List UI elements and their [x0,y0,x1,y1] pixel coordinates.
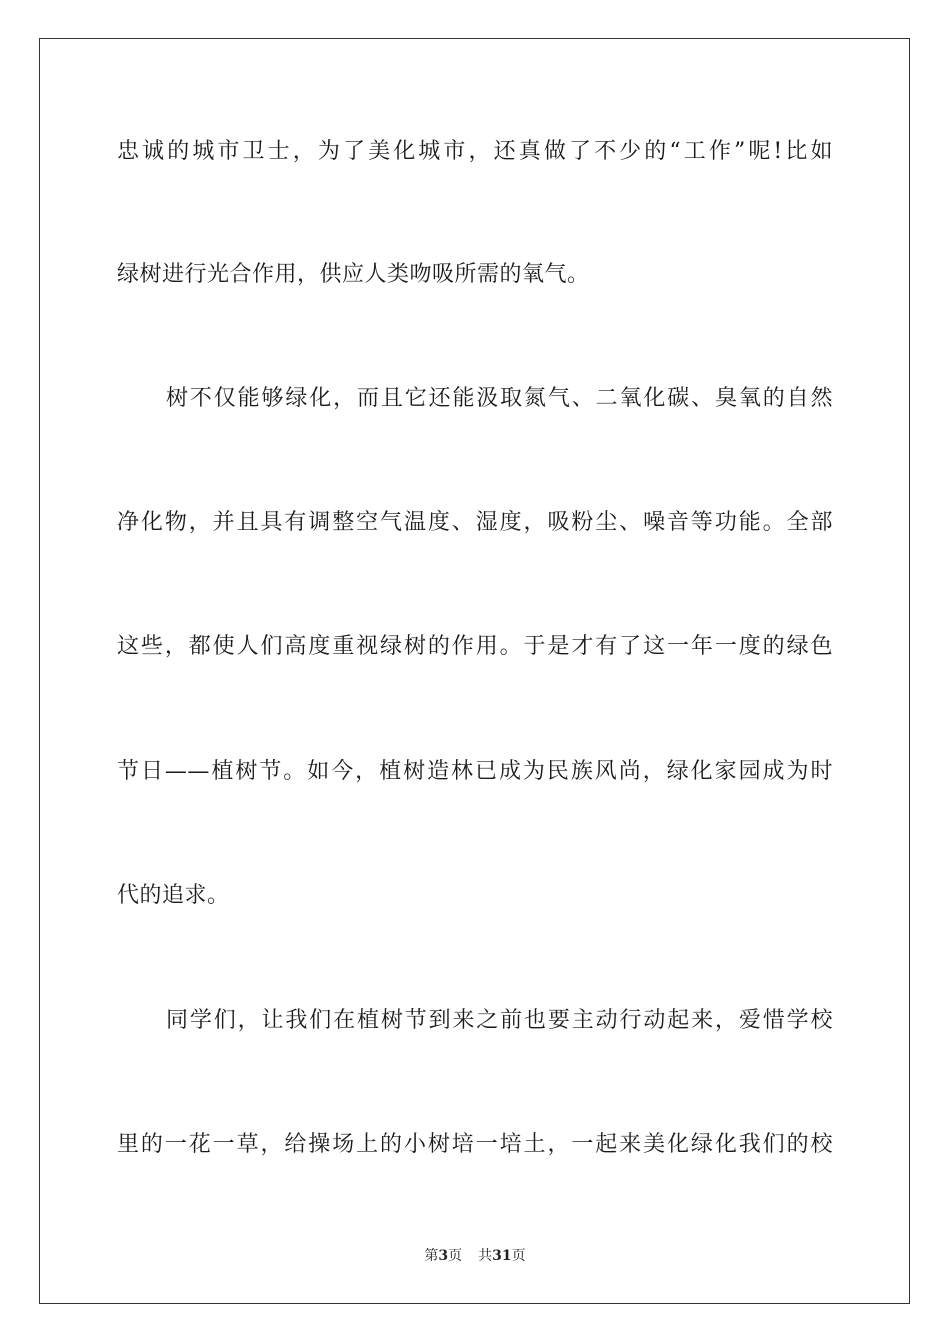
text-line: 树不仅能够绿化，而且它还能汲取氮气、二氧化碳、臭氧的自然 [166,386,833,411]
page-prefix: 第 [424,1248,439,1264]
text-line: 代的追求。 [117,883,230,908]
total-suffix: 页 [511,1248,526,1264]
total-prefix: 共 [478,1248,493,1264]
text-line: 里的一花一草，给操场上的小树培一培土，一起来美化绿化我们的校 [117,1132,833,1157]
page-border [39,38,910,1304]
page-number: 3 [438,1248,449,1264]
text-line: 忠诚的城市卫士，为了美化城市，还真做了不少的“工作”呢!比如 [117,139,833,164]
text-line: 这些，都使人们高度重视绿树的作用。于是才有了这一年一度的绿色 [117,634,833,659]
text-line: 绿树进行光合作用，供应人类吻吸所需的氧气。 [117,262,590,287]
page-suffix: 页 [448,1248,463,1264]
text-line: 同学们，让我们在植树节到来之前也要主动行动起来，爱惜学校 [166,1008,833,1033]
text-line: 节日——植树节。如今，植树造林已成为民族风尚，绿化家园成为时 [117,759,833,784]
page-footer [0,1247,950,1265]
total-pages: 31 [492,1248,512,1264]
text-line: 净化物，并且具有调整空气温度、湿度，吸粉尘、噪音等功能。全部 [117,510,833,535]
